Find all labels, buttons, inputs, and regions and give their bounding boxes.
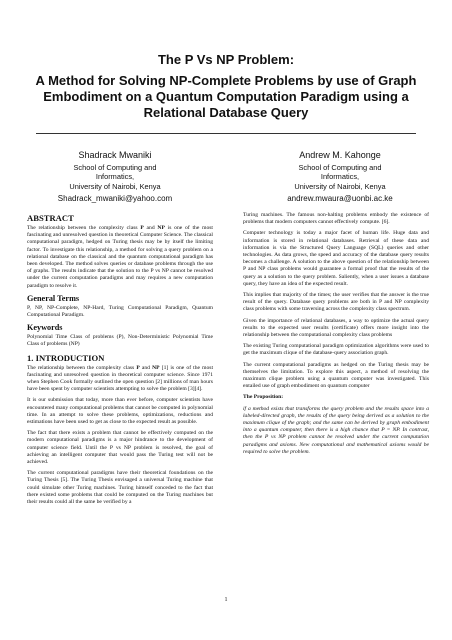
intro-paragraph-3: The fact that there exists a problem that cannot be effectively computed on the modern computational paradigms is a major hindrance to the development of computer science field. Until the P vs NP problem is resolved, the goal of achieving an intelligent computer that would pass the Turing test will not be achieved. — [27, 430, 213, 466]
paper-title — [30, 52, 422, 121]
author-department: School of Computing and — [298, 163, 382, 172]
body-paragraph-1: Turing machines. The famous non-halting problems embody the existence of problems that modern computers cannot effectively compute. [6]. — [243, 212, 429, 226]
body-paragraph-2: Computer technology is today a major facet of human life. Huge data and information is stored in relational databases. Retrieval of these data and information is via the Structured Query Language (SQL) queries and other technologies. As data grows, the speed and accuracy of the database query results becomes a challenge. A solution to the above question of the relationship between P and NP class problems would guarantee a formal proof that the results of the query as a solution to the query problem. Saliently, when a user issues a database query, they have an idea of the expected result. — [243, 230, 429, 287]
author-block-2 — [255, 150, 425, 204]
body-paragraph-6: The current computational paradigms as hedged on the Turing thesis may be themselves the limitation. To explore this aspect, a method of resolving the maximum clique problem using a quantum computer was investigated. This entailed use of graph embodiment on quantum computer — [243, 361, 429, 390]
intro-paragraph-2: It is our submission that today, more than ever before, computer scientists have encountered many computational problems that cannot be computed in polynomial time. In an attempt to solve these problems, optimizations, reductions and estimations have been used to get as close to the expected result as possible. — [27, 397, 213, 426]
author-department-2: Informatics, — [95, 172, 135, 182]
abstract-class-np: NP — [157, 225, 165, 231]
intro-paragraph-1 — [27, 365, 213, 394]
title-line-1: The P Vs NP Problem: — [157, 52, 295, 67]
proposition-text: if a method exists that transforms the query problem and the results space into a labeled-directed graph, the results of the query being derived as a solution to the maximum clique of the graph; and the same can be derived by graph embodiment into a quantum computer, then there is a high chance that P = NP. In contrast, then the P vs NP problem cannot be resolved under the current computation paradigms and axioms. New computational and mathematical axioms would be required to solve the problem. — [243, 405, 429, 455]
author-department: School of Computing and — [73, 163, 157, 172]
general-terms-heading: General Terms — [27, 293, 80, 303]
abstract-paragraph — [27, 225, 213, 290]
author-university: University of Nairobi, Kenya — [69, 181, 161, 191]
title-main: A Method for Solving NP-Complete Problems by use of Graph Embodiment on a Quantum Computation Paradigm using a Relational Database Query — [35, 73, 417, 120]
body-paragraph-5: The existing Turing computational paradigm optimization algorithms were used to get the maximum clique of the database-query association graph. — [243, 343, 429, 357]
author-block-1 — [30, 150, 200, 204]
body-paragraph-3: This implies that majority of the times; the user verifies that the answer is the true result of the query. Database query problems are both in P and NP complexity class problems with some traversing across the complexity class spectrum. — [243, 292, 429, 313]
author-university: University of Nairobi, Kenya — [294, 181, 386, 191]
author-name: Andrew M. Kahonge — [299, 150, 381, 160]
intro-paragraph-4: The current computational paradigms have their theoretical foundations on the Turing Thesis [5]. The Turing Thesis envisaged a universal Turing machine that could simulate other Turing machines. Turing himself conceded to the fact that there existed some problems that could be computed on the Turing machines but their results could all the same be verified by a — [27, 470, 213, 506]
right-column — [243, 212, 429, 460]
author-email[interactable]: andrew.mwaura@uonbi.ac.ke — [287, 194, 393, 204]
intro-text-continued: [1] is one of the most fascinating and unresolved question in theoretical computer science. Since 1971 when Stephen Cook formally outlined the open question [2] millions of man hours have been spent by computer scientists attempting to solve the problem [3][4]. — [27, 364, 214, 393]
page-number: 1 — [224, 597, 228, 603]
abstract-text-continued: is one of the most fascinating and unresolved question in theoretical Computer Science. The classical computational paradigm, hedged on Turing thesis may be by itself the limiting factor. To investigate this relationship, a method for solving a query problem on a relational database on the classical and the quantum computational paradigm has been developed. The method solves queries or database problems through the use of graphs. The results indicate that the solution to the P vs NP cannot be resolved under the current computation paradigms and may requires a new computation paradigm to resolve it. — [27, 225, 213, 289]
body-paragraph-4: Given the importance of relational databases, a way to optimize the actual query results to the expected user results (certificate) offers more insight into the relationship between the computational complexity class problems — [243, 317, 429, 339]
intro-class-np: NP — [152, 364, 160, 371]
intro-text: The relationship between the complexity class — [27, 364, 137, 371]
abstract-text: The relationship between the complexity class — [27, 225, 141, 231]
title-divider — [36, 133, 416, 134]
author-email[interactable]: Shadrack_mwaniki@yahoo.com — [57, 194, 173, 204]
proposition-heading: The Proposition: — [243, 394, 284, 401]
abstract-class-p: P — [140, 225, 144, 231]
abstract-heading: ABSTRACT — [27, 213, 74, 223]
keywords-heading: Keywords — [27, 323, 63, 333]
author-name: Shadrack Mwaniki — [78, 150, 152, 160]
keywords-text: Polynomial Time Class of problems (P), Non-Deterministic Polynomial Time Class of problems (NP) — [27, 334, 213, 348]
left-column — [27, 213, 213, 510]
introduction-heading: 1. INTRODUCTION — [27, 352, 105, 363]
intro-class-p: P — [136, 364, 140, 371]
intro-and: and — [139, 364, 153, 371]
abstract-and: and — [143, 225, 158, 231]
general-terms-text: P, NP, NP-Complete, NP-Hard, Turing Computational Paradigm, Quantum Computational Paradigm. — [27, 304, 213, 319]
author-department-2: Informatics, — [320, 172, 360, 182]
